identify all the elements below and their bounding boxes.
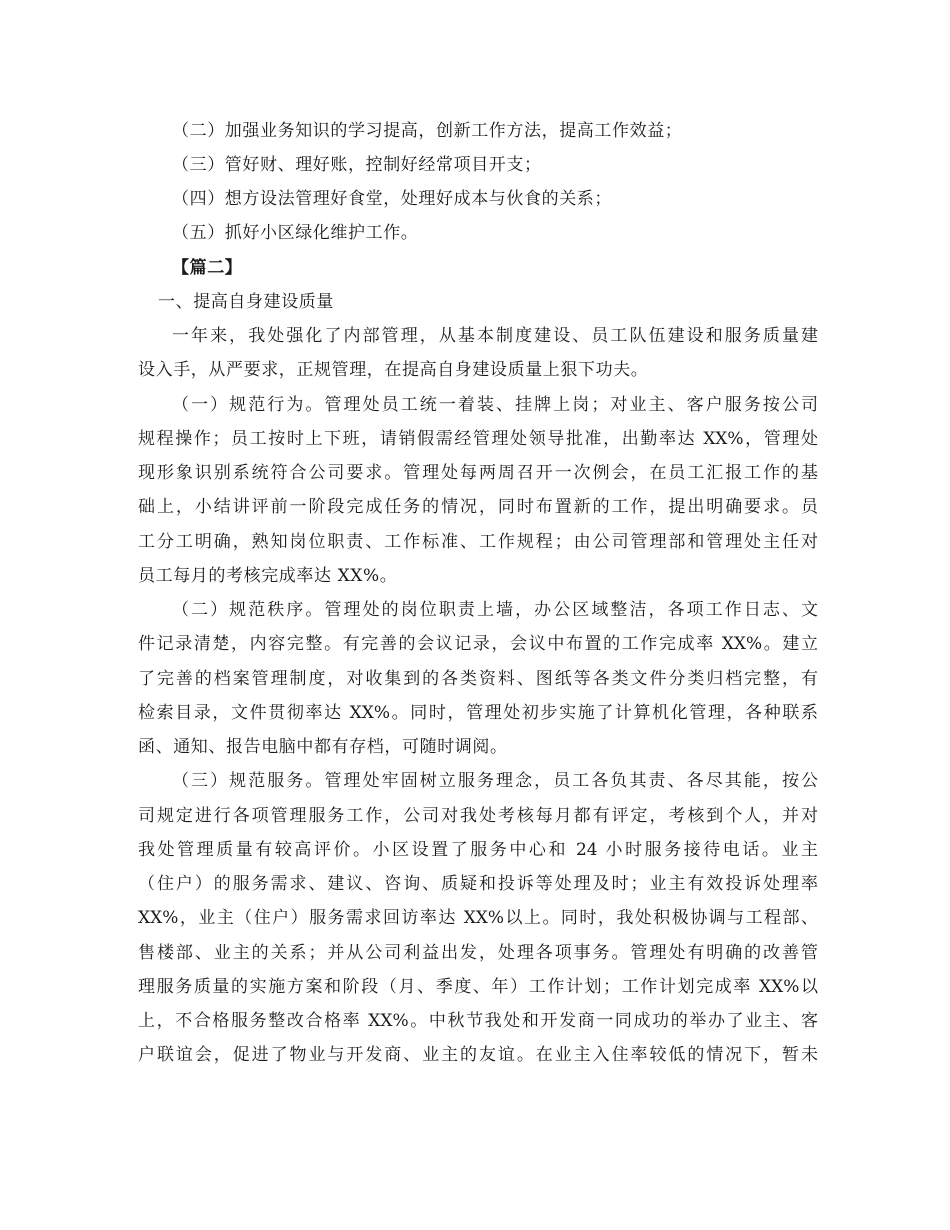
subsection-heading: 一、提高自身建设质量 (158, 292, 334, 312)
text-line: （二）规范秩序。管理处的岗位职责上墙，办公区域整洁，各项工作日志、文 (172, 600, 818, 620)
text-line: 现形象识别系统符合公司要求。管理处每两周召开一次例会，在员工汇报工作的基 (138, 463, 818, 483)
text-line: （二）加强业务知识的学习提高，创新工作方法，提高工作效益； (172, 121, 683, 141)
text-line: 设入手，从严要求，正规管理，在提高自身建设质量上狠下功夫。 (138, 360, 649, 380)
text-line: （三）管好财、理好账，控制好经常项目开支； (172, 155, 542, 175)
text-line: 础上，小结讲评前一阶段完成任务的情况，同时布置新的工作，提出明确要求。员 (138, 497, 818, 517)
text-line: （四）想方设法管理好食堂，处理好成本与伙食的关系； (172, 189, 612, 209)
text-line: 规程操作；员工按时上下班，请销假需经管理处领导批准，出勤率达 XX%，管理处 (138, 429, 818, 449)
text-line: 检索目录，文件贯彻率达 XX%。同时，管理处初步实施了计算机化管理，各种联系 (138, 703, 818, 723)
text-line: 工分工明确，熟知岗位职责、工作标准、工作规程；由公司管理部和管理处主任对 (138, 532, 818, 552)
text-line: 售楼部、业主的关系；并从公司利益出发，处理各项事务。管理处有明确的改善管 (138, 943, 818, 963)
text-line: 户联谊会，促进了物业与开发商、业主的友谊。在业主入住率较低的情况下，暂未 (138, 1045, 818, 1065)
text-line: 一年来，我处强化了内部管理，从基本制度建设、员工队伍建设和服务质量建 (172, 326, 818, 346)
text-line: 件记录清楚，内容完整。有完善的会议记录，会议中布置的工作完成率 XX%。建立 (138, 634, 818, 654)
text-line: 司规定进行各项管理服务工作，公司对我处考核每月都有评定，考核到个人，并对 (138, 806, 818, 826)
text-line: （一）规范行为。管理处员工统一着装、挂牌上岗；对业主、客户服务按公司 (172, 395, 818, 415)
section-heading: 【篇二】 (172, 258, 243, 278)
text-line: XX%，业主（住户）服务需求回访率达 XX%以上。同时，我处积极协调与工程部、 (138, 908, 818, 928)
text-line: 函、通知、报告电脑中都有存档，可随时调阅。 (138, 737, 508, 757)
text-line: 我处管理质量有较高评价。小区设置了服务中心和 24 小时服务接待电话。业主 (138, 840, 818, 860)
text-line: （三）规范服务。管理处牢固树立服务理念，员工各负其责、各尽其能，按公 (172, 771, 818, 791)
text-line: 了完善的档案管理制度，对收集到的各类资料、图纸等各类文件分类归档完整，有 (138, 669, 818, 689)
text-line: 理服务质量的实施方案和阶段（月、季度、年）工作计划；工作计划完成率 XX%以 (138, 977, 818, 997)
text-line: 上，不合格服务整改合格率 XX%。中秋节我处和开发商一同成功的举办了业主、客 (138, 1011, 818, 1031)
text-line: （住户）的服务需求、建议、咨询、质疑和投诉等处理及时；业主有效投诉处理率 (138, 874, 818, 894)
text-line: 员工每月的考核完成率达 XX%。 (138, 566, 398, 586)
text-line: （五）抓好小区绿化维护工作。 (172, 223, 419, 243)
